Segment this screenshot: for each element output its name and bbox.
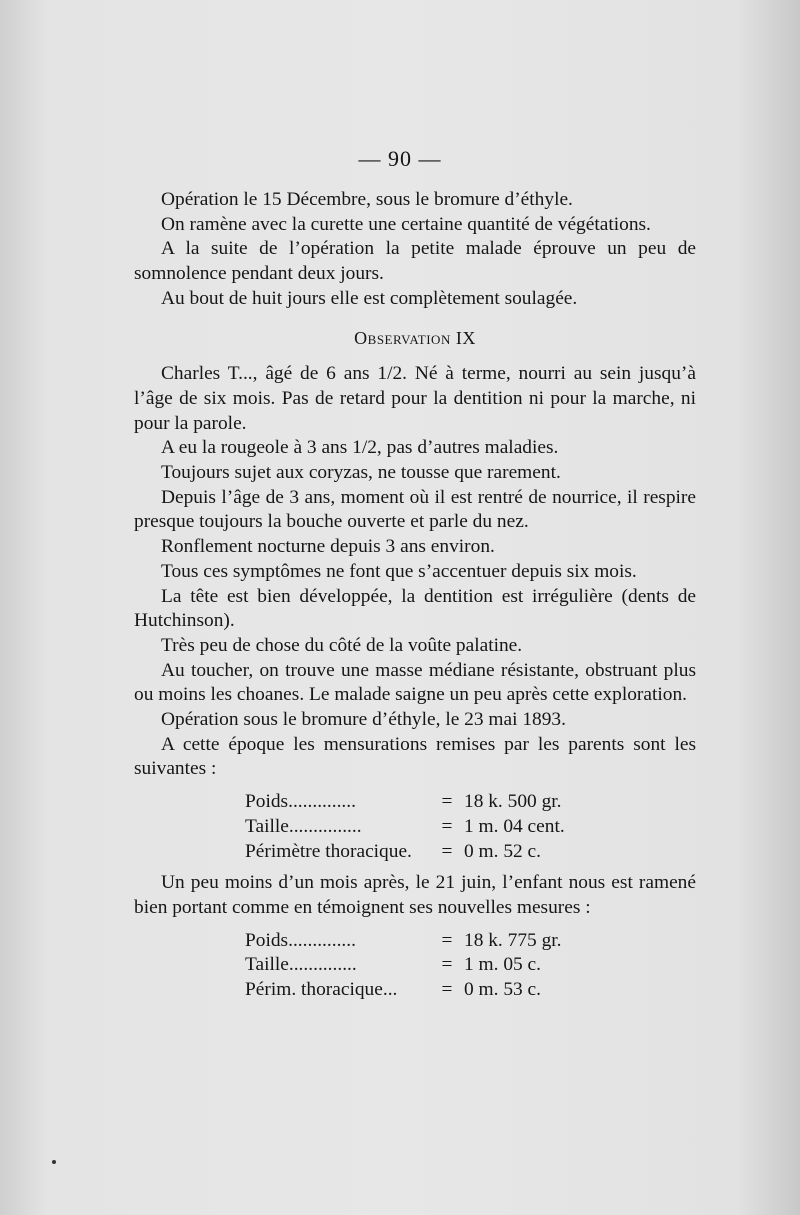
measurement-row xyxy=(245,953,595,978)
paragraph: La tête est bien développée, la dentition est irrégulière (dents de Hutchinson). xyxy=(134,585,696,632)
paragraph: Opération le 15 Décembre, sous le bromure d’éthyle. xyxy=(161,189,573,210)
paragraph: Au toucher, on trouve une masse médiane résistante, obstruant plus ou moins les choanes. Le malade saigne un peu après cette exploration. xyxy=(134,659,696,706)
paragraph: Opération sous le bromure d’éthyle, le 23 mai 1893. xyxy=(161,709,566,731)
paragraph: Au bout de huit jours elle est complètement soulagée. xyxy=(161,287,578,309)
paragraph: Ronflement nocturne depuis 3 ans environ. xyxy=(161,536,495,558)
measurement-value: 0 m. 53 c. xyxy=(464,979,542,1001)
measurement-row xyxy=(245,815,595,840)
paragraph: Un peu moins d’un mois après, le 21 juin, l’enfant nous est ramené bien portant comme en témoignent ses nouvelles mesures : xyxy=(134,872,696,918)
measurement-label: Taille.............. xyxy=(245,954,357,976)
measurement-value: 18 k. 500 gr. xyxy=(464,791,562,813)
paragraph: Toujours sujet aux coryzas, ne tousse que rarement. xyxy=(161,462,561,484)
measurement-row xyxy=(245,929,595,954)
paragraph: Depuis l’âge de 3 ans, moment où il est rentré de nourrice, il respire presque toujours la bouche ouverte et parle du nez. xyxy=(134,486,696,533)
equals-sign: = xyxy=(441,791,453,813)
equals-sign: = xyxy=(441,929,453,951)
equals-sign: = xyxy=(441,954,453,976)
paragraph: A cette époque les mensurations remises par les parents sont les suivantes : xyxy=(134,733,696,780)
measurement-row xyxy=(245,790,595,815)
measurement-value: 1 m. 04 cent. xyxy=(464,815,565,837)
section-heading: Observation IX xyxy=(354,327,476,348)
page-number: — 90 — xyxy=(358,146,442,171)
measurement-value: 1 m. 05 c. xyxy=(464,954,542,976)
equals-sign: = xyxy=(441,840,453,862)
measurement-label: Taille............... xyxy=(245,815,362,837)
measurement-label: Poids.............. xyxy=(245,929,356,951)
equals-sign: = xyxy=(441,815,453,837)
paragraph: Tous ces symptômes ne font que s’accentuer depuis six mois. xyxy=(161,560,637,582)
equals-sign: = xyxy=(441,979,453,1001)
measurement-row xyxy=(245,840,595,865)
measurement-label: Périm. thoracique... xyxy=(245,979,398,1001)
paragraph: Très peu de chose du côté de la voûte palatine. xyxy=(161,634,523,656)
measurement-value: 18 k. 775 gr. xyxy=(464,929,562,951)
measurement-row xyxy=(245,978,595,1003)
measurement-label: Poids.............. xyxy=(245,791,356,813)
measurement-value: 0 m. 52 c. xyxy=(464,840,542,862)
paragraph: A eu la rougeole à 3 ans 1/2, pas d’autres maladies. xyxy=(161,437,559,459)
ink-speck xyxy=(52,1160,56,1164)
paragraph: Charles T..., âgé de 6 ans 1/2. Né à terme, nourri au sein jusqu’à l’âge de six mois. Pas de retard pour la dentition ni pour la marche, ni pour la parole. xyxy=(134,363,696,434)
paragraph: A la suite de l’opération la petite malade éprouve un peu de somnolence pendant deux jours. xyxy=(134,238,696,285)
measurements-table-initial xyxy=(245,790,595,864)
measurement-label: Périmètre thoracique. xyxy=(245,840,412,862)
page-body xyxy=(134,188,696,1003)
paragraph: On ramène avec la curette une certaine quantité de végétations. xyxy=(161,213,651,235)
measurements-table-followup xyxy=(245,929,595,1003)
